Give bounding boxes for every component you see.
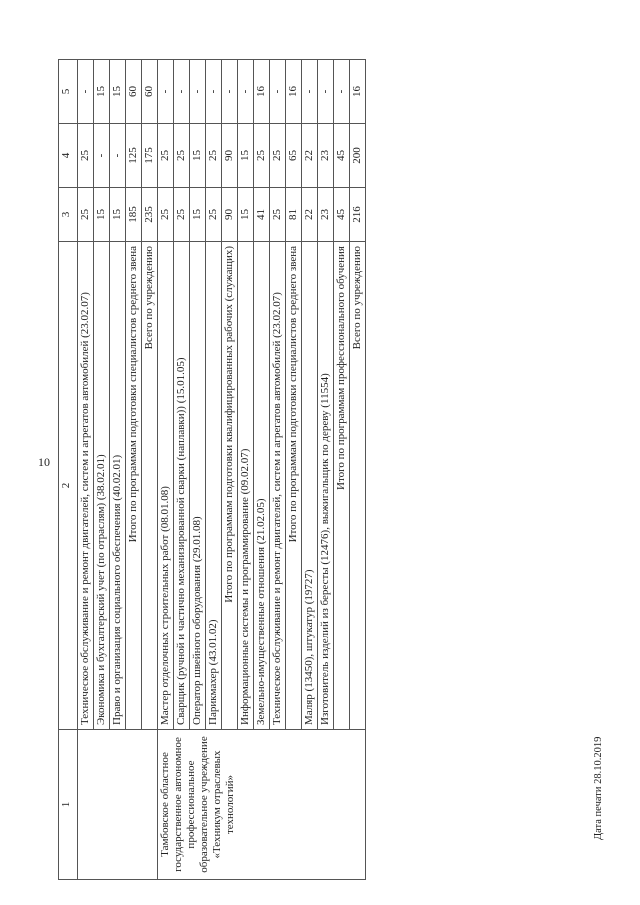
page-number: 10 <box>38 455 50 469</box>
value-c4: 15 <box>190 124 206 188</box>
value-c3: 22 <box>302 188 318 242</box>
value-c5: - <box>190 60 206 124</box>
value-c5: - <box>334 60 350 124</box>
org-cell-empty <box>78 730 158 880</box>
program-name: Изготовитель изделий из бересты (12476), выжигальщик по дереву (11554) <box>318 242 334 730</box>
value-c5: - <box>78 60 94 124</box>
total-label: Всего по учреждению <box>142 242 158 730</box>
print-date: Дата печати 28.10.2019 <box>593 736 604 840</box>
value-c5: 60 <box>126 60 142 124</box>
total-label: Итого по программам подготовки специалистов среднего звена <box>126 242 142 730</box>
program-name: Земельно-имущественные отношения (21.02.05) <box>254 242 270 730</box>
value-c3: 23 <box>318 188 334 242</box>
value-c4: 200 <box>350 124 366 188</box>
value-c3: 45 <box>334 188 350 242</box>
header-cell: 5 <box>59 60 78 124</box>
value-c3: 15 <box>110 188 126 242</box>
value-c4: 45 <box>334 124 350 188</box>
program-name: Парикмахер (43.01.02) <box>206 242 222 730</box>
value-c4: 15 <box>238 124 254 188</box>
value-c3: 216 <box>350 188 366 242</box>
value-c5: - <box>158 60 174 124</box>
program-name: Сварщик (ручной и частично механизированной сварки (наплавки)) (15.01.05) <box>174 242 190 730</box>
header-cell: 1 <box>59 730 78 880</box>
total-label: Всего по учреждению <box>350 242 366 730</box>
value-c4: 125 <box>126 124 142 188</box>
value-c3: 25 <box>158 188 174 242</box>
value-c3: 41 <box>254 188 270 242</box>
value-c5: 16 <box>350 60 366 124</box>
program-name: Информационные системы и программирование (09.02.07) <box>238 242 254 730</box>
value-c4: 25 <box>270 124 286 188</box>
value-c3: 235 <box>142 188 158 242</box>
value-c3: 25 <box>174 188 190 242</box>
header-cell: 4 <box>59 124 78 188</box>
value-c3: 25 <box>206 188 222 242</box>
value-c5: - <box>174 60 190 124</box>
value-c5: - <box>206 60 222 124</box>
value-c5: 15 <box>110 60 126 124</box>
value-c3: 15 <box>238 188 254 242</box>
header-cell: 2 <box>59 242 78 730</box>
header-row <box>59 60 78 880</box>
value-c3: 25 <box>270 188 286 242</box>
value-c3: 25 <box>78 188 94 242</box>
value-c5: - <box>222 60 238 124</box>
program-name: Экономика и бухгалтерский учет (по отраслям) (38.02.01) <box>94 242 110 730</box>
value-c3: 185 <box>126 188 142 242</box>
value-c4: 23 <box>318 124 334 188</box>
value-c3: 90 <box>222 188 238 242</box>
value-c5: 15 <box>94 60 110 124</box>
table-row <box>78 60 94 880</box>
value-c3: 15 <box>94 188 110 242</box>
admission-table <box>58 59 366 880</box>
value-c4: 65 <box>286 124 302 188</box>
program-name: Мастер отделочных строительных работ (08.01.08) <box>158 242 174 730</box>
value-c5: 60 <box>142 60 158 124</box>
table-body <box>78 60 366 880</box>
program-name: Маляр (13450), штукатур (19727) <box>302 242 318 730</box>
value-c4: 175 <box>142 124 158 188</box>
total-label: Итого по программам подготовки квалифицированных рабочих (служащих) <box>222 242 238 730</box>
value-c4: - <box>94 124 110 188</box>
total-label: Итого по программам подготовки специалистов среднего звена <box>286 242 302 730</box>
value-c5: - <box>238 60 254 124</box>
value-c5: - <box>270 60 286 124</box>
table-row <box>158 60 174 880</box>
value-c4: 22 <box>302 124 318 188</box>
program-name: Оператор швейного оборудования (29.01.08) <box>190 242 206 730</box>
value-c4: - <box>110 124 126 188</box>
value-c4: 25 <box>158 124 174 188</box>
program-name: Право и организация социального обеспечения (40.02.01) <box>110 242 126 730</box>
org-name-cell: Тамбовское областное государственное автономное профессиональное образовательное учреждение «Техникум отраслевых технологий» <box>158 730 366 880</box>
value-c4: 25 <box>254 124 270 188</box>
value-c5: - <box>318 60 334 124</box>
program-name: Техническое обслуживание и ремонт двигателей, систем и агрегатов автомобилей (23.02.07) <box>78 242 94 730</box>
value-c3: 15 <box>190 188 206 242</box>
rotated-table-wrapper <box>58 60 598 880</box>
value-c3: 81 <box>286 188 302 242</box>
value-c5: - <box>302 60 318 124</box>
value-c4: 25 <box>78 124 94 188</box>
value-c4: 25 <box>174 124 190 188</box>
program-name: Техническое обслуживание и ремонт двигателей, систем и агрегатов автомобилей (23.02.07) <box>270 242 286 730</box>
header-cell: 3 <box>59 188 78 242</box>
value-c5: 16 <box>254 60 270 124</box>
value-c4: 90 <box>222 124 238 188</box>
value-c5: 16 <box>286 60 302 124</box>
total-label: Итого по программам профессионального обучения <box>334 242 350 730</box>
value-c4: 25 <box>206 124 222 188</box>
